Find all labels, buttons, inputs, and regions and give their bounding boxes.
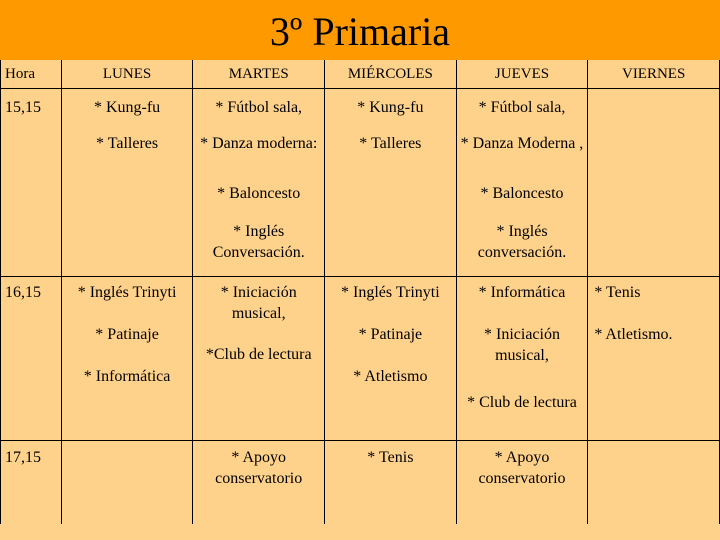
header-row — [1, 60, 720, 89]
cell — [1, 324, 62, 346]
cell — [325, 221, 457, 277]
cell — [588, 440, 720, 524]
cell: * Atletismo — [325, 346, 457, 388]
cell: * Patinaje — [61, 324, 193, 346]
cell: * Informática — [456, 277, 588, 325]
cell: * Inglés conversación. — [456, 221, 588, 277]
header-lunes: LUNES — [61, 60, 193, 89]
cell: * Tenis — [325, 440, 457, 524]
cell: * Inglés Trinyti — [61, 277, 193, 325]
cell: * Apoyo conservatorio — [456, 440, 588, 524]
cell: * Club de lectura — [456, 388, 588, 440]
cell — [1, 221, 62, 277]
table-row — [1, 277, 720, 325]
cell — [325, 388, 457, 440]
cell: * Inglés Conversación. — [193, 221, 325, 277]
cell: * Iniciación musical, — [456, 324, 588, 388]
cell — [1, 388, 62, 440]
cell: * Tenis — [588, 277, 720, 325]
cell: * Baloncesto — [456, 183, 588, 221]
cell: * Kung-fu — [61, 89, 193, 133]
cell — [588, 183, 720, 221]
cell: * Talleres — [61, 133, 193, 183]
cell: * Fútbol sala, — [456, 89, 588, 133]
cell: * Baloncesto — [193, 183, 325, 221]
table-row — [1, 346, 720, 388]
hora-1615: 16,15 — [1, 277, 62, 325]
cell — [588, 133, 720, 183]
table-row — [1, 133, 720, 183]
cell: * Fútbol sala, — [193, 89, 325, 133]
cell: * Danza Moderna , — [456, 133, 588, 183]
cell — [588, 89, 720, 133]
cell — [61, 388, 193, 440]
cell: * Kung-fu — [325, 89, 457, 133]
cell — [61, 221, 193, 277]
header-jueves: JUEVES — [456, 60, 588, 89]
cell — [1, 183, 62, 221]
cell — [325, 183, 457, 221]
cell — [588, 346, 720, 388]
header-hora: Hora — [1, 60, 62, 89]
hora-1515: 15,15 — [1, 89, 62, 133]
cell: * Informática — [61, 346, 193, 388]
table-row — [1, 388, 720, 440]
cell — [61, 440, 193, 524]
title-bar — [0, 0, 720, 60]
schedule-table — [0, 60, 720, 524]
cell: * Patinaje — [325, 324, 457, 346]
cell: * Danza moderna: — [193, 133, 325, 183]
cell — [588, 388, 720, 440]
cell — [588, 221, 720, 277]
cell — [1, 133, 62, 183]
table-row — [1, 440, 720, 524]
header-miercoles: MIÉRCOLES — [325, 60, 457, 89]
cell: * Inglés Trinyti — [325, 277, 457, 325]
page-title: 3º Primaria — [269, 9, 451, 54]
cell: * Apoyo conservatorio — [193, 440, 325, 524]
cell — [193, 388, 325, 440]
hora-1715: 17,15 — [1, 440, 62, 524]
table-row — [1, 324, 720, 346]
header-viernes: VIERNES — [588, 60, 720, 89]
table-row — [1, 89, 720, 133]
cell — [1, 346, 62, 388]
cell: * Iniciación musical, — [193, 277, 325, 325]
cell: * Talleres — [325, 133, 457, 183]
cell: * Atletismo. — [588, 324, 720, 346]
cell: *Club de lectura — [193, 324, 325, 388]
header-martes: MARTES — [193, 60, 325, 89]
table-row — [1, 183, 720, 221]
cell — [61, 183, 193, 221]
table-row — [1, 221, 720, 277]
